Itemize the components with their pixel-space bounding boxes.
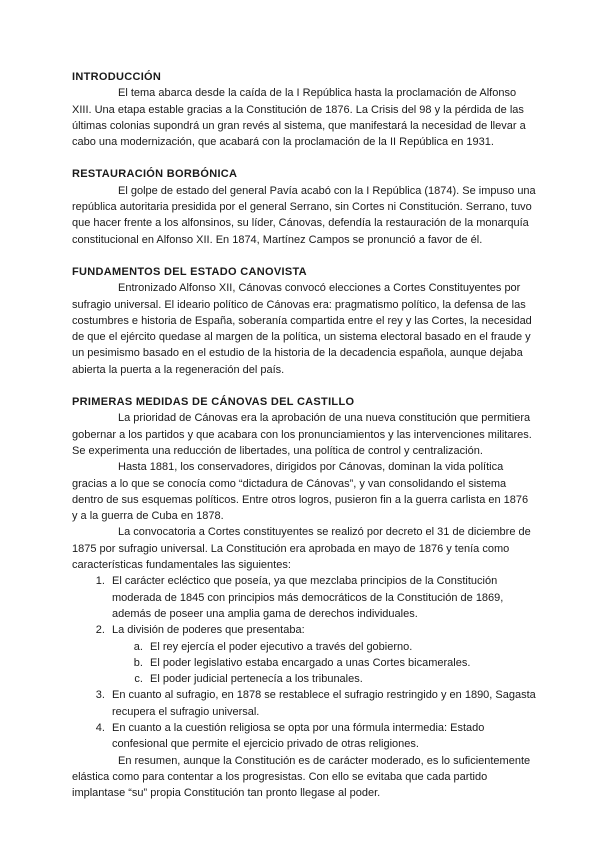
sublist-item: a. El rey ejercía el poder ejecutivo a través del gobierno. [146, 639, 536, 655]
paragraph: El tema abarca desde la caída de la I República hasta la proclamación de Alfonso XIII. Una etapa estable gracias a la Constitución de 1876. La Crisis del 98 y la pérdida de las últimas colonias supondrá un gran revés al sistema, que manifestará la necesidad de llevar a cabo una modernización, que acabará con la proclamación de la II República en 1931. [72, 87, 526, 149]
powers-sublist [112, 639, 536, 688]
section-heading: INTRODUCCIÓN [72, 71, 162, 83]
list-item: 1. El carácter ecléctico que poseía, ya que mezclaba principios de la Constitución moderada de 1845 con principios más democráticos de la Constitución de 1869, además de poseer una amplia gama de derechos individuales. [108, 573, 536, 622]
section-introduccion [72, 69, 536, 150]
list-item: 3. En cuanto al sufragio, en 1878 se restablece el sufragio restringido y en 1890, Sagasta recupera el sufragio universal. [108, 687, 536, 720]
paragraph: La prioridad de Cánovas era la aprobación de una nueva constitución que permitiera gobernar a los partidos y que acabara con los pronunciamientos y las intervenciones militares. Se experimenta una reducción de libertades, una política de control y centralización. [72, 412, 532, 457]
sublist-item: b. El poder legislativo estaba encargado a unas Cortes bicamerales. [146, 655, 536, 671]
characteristics-list [72, 573, 536, 752]
section-primeras-medidas [72, 394, 536, 801]
section-restauracion-borbonica [72, 166, 536, 247]
list-item: 2. La división de poderes que presentaba: a. El rey ejercía el poder ejecutivo a través del gobierno. b. El poder legislativo estaba encargado a unas Cortes bicamerales. c. El poder judicial pertenecía a los tribunales. [108, 622, 536, 687]
section-heading: PRIMERAS MEDIDAS DE CÁNOVAS DEL CASTILLO [72, 396, 355, 409]
closing-paragraph: En resumen, aunque la Constitución es de carácter moderado, es lo suficientemente elástica como para contentar a los progresistas. Con ello se evitaba que cada partido implantase “su” propia Constitución tan pronto llegase al poder. [72, 754, 531, 800]
section-heading: FUNDAMENTOS DEL ESTADO CANOVISTA [72, 265, 307, 278]
paragraph: El golpe de estado del general Pavía acabó con la I República (1874). Se impuso una república autoritaria presidida por el general Serrano, sin Cortes ni Constitución. Serrano, tuvo que hacer frente a los alfonsinos, su líder, Cánovas, defendía la restauración de la monarquía constitucional en Alfonso XII. En 1874, Martínez Campos se pronunció a favor de él. [72, 184, 536, 246]
section-fundamentos [72, 264, 536, 378]
section-heading: RESTAURACIÓN BORBÓNICA [72, 168, 238, 181]
paragraph: Hasta 1881, los conservadores, dirigidos por Cánovas, dominan la vida política gracias a lo que se conocía como “dictadura de Cánovas”, y van consolidando el sistema dentro de sus esquemas políticos. Entre otros logros, pusieron fin a la guerra carlista en 1876 y a la guerra de Cuba en 1878. [72, 461, 529, 523]
paragraph: La convocatoria a Cortes constituyentes se realizó por decreto el 31 de diciembre de 1875 por sufragio universal. La Constitución era aprobada en mayo de 1876 y tenía como características fundamentales las siguientes: [72, 526, 531, 572]
sublist-item: c. El poder judicial pertenecía a los tribunales. [146, 671, 536, 687]
paragraph: Entronizado Alfonso XII, Cánovas convocó elecciones a Cortes Constituyentes por sufragio universal. El ideario político de Cánovas era: pragmatismo político, la defensa de las costumbres e historia de España, soberanía compartida entre el rey y las Cortes, la necesidad de que el ejército quedase al margen de la política, un sistema electoral basado en el fraude y un pesimismo basado en el estudio de la historia de la decadencia española, aunque dejaba abierta la puerta a la regeneración del país. [72, 282, 532, 376]
list-item: 4. En cuanto a la cuestión religiosa se opta por una fórmula intermedia: Estado confesional que permite el ejercicio privado de otras religiones. [108, 720, 536, 753]
